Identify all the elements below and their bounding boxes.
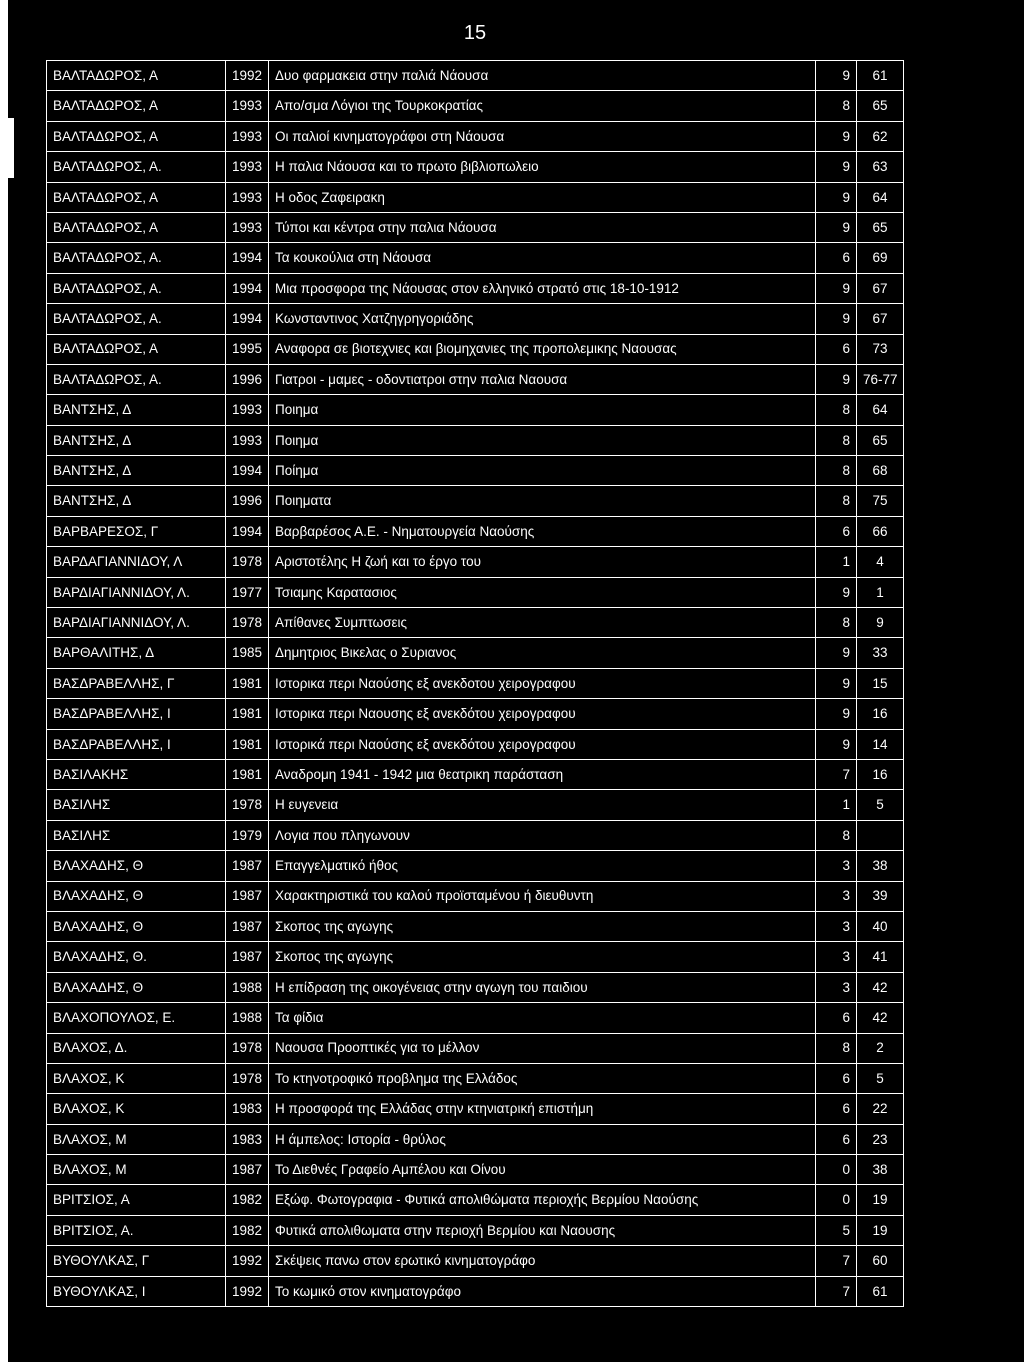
volume-cell: 0 (816, 1185, 857, 1215)
table-row (47, 1063, 904, 1093)
page-cell: 19 (857, 1185, 904, 1215)
year-cell: 1996 (226, 486, 269, 516)
author-cell: ΒΑΛΤΑΔΩΡΟΣ, Α (47, 182, 226, 212)
author-cell: ΒΑΛΤΑΔΩΡΟΣ, Α (47, 61, 226, 91)
page-cell: 67 (857, 273, 904, 303)
author-cell: ΒΑΡΘΑΛΙΤΗΣ, Δ (47, 638, 226, 668)
year-cell: 1988 (226, 972, 269, 1002)
page-cell: 42 (857, 972, 904, 1002)
year-cell: 1992 (226, 61, 269, 91)
page-cell: 42 (857, 1003, 904, 1033)
author-cell: ΒΑΣΙΛΑΚΗΣ (47, 759, 226, 789)
volume-cell: 8 (816, 1033, 857, 1063)
author-cell: ΒΛΑΧΑΔΗΣ, Θ (47, 972, 226, 1002)
table-row (47, 425, 904, 455)
author-cell: ΒΑΛΤΑΔΩΡΟΣ, Α. (47, 152, 226, 182)
author-cell: ΒΛΑΧΟΣ, Μ (47, 1155, 226, 1185)
title-cell: Ποιημα (269, 425, 816, 455)
author-cell: ΒΑΛΤΑΔΩΡΟΣ, Α. (47, 243, 226, 273)
left-page-edge (0, 0, 8, 1362)
volume-cell: 6 (816, 1063, 857, 1093)
volume-cell: 5 (816, 1215, 857, 1245)
volume-cell: 1 (816, 790, 857, 820)
author-cell: ΒΛΑΧΑΔΗΣ, Θ (47, 851, 226, 881)
volume-cell: 9 (816, 212, 857, 242)
title-cell: Ποιημα (269, 395, 816, 425)
volume-cell: 9 (816, 182, 857, 212)
title-cell: Γιατροι - μαμες - οδοντιατροι στην παλια Ναουσα (269, 364, 816, 394)
volume-cell: 6 (816, 1003, 857, 1033)
title-cell: Αριστοτέλης Η ζωή και το έργο του (269, 547, 816, 577)
page-cell: 38 (857, 1155, 904, 1185)
page-cell: 64 (857, 395, 904, 425)
year-cell: 1978 (226, 547, 269, 577)
index-table (46, 60, 904, 1307)
page-cell: 65 (857, 212, 904, 242)
volume-cell: 7 (816, 1246, 857, 1276)
author-cell: ΒΥΘΟΥΛΚΑΣ, Ι (47, 1276, 226, 1306)
title-cell: Ιστορικα περι Ναούσης εξ ανεκδοτου χειρογραφου (269, 668, 816, 698)
volume-cell: 8 (816, 486, 857, 516)
author-cell: ΒΑΛΤΑΔΩΡΟΣ, Α. (47, 273, 226, 303)
title-cell: Τα φίδια (269, 1003, 816, 1033)
title-cell: Λογια που πληγωνουν (269, 820, 816, 850)
year-cell: 1978 (226, 790, 269, 820)
year-cell: 1977 (226, 577, 269, 607)
table-row (47, 516, 904, 546)
year-cell: 1987 (226, 1155, 269, 1185)
table-row (47, 273, 904, 303)
author-cell: ΒΑΛΤΑΔΩΡΟΣ, Α (47, 334, 226, 364)
title-cell: Το Διεθνές Γραφείο Αμπέλου και Οίνου (269, 1155, 816, 1185)
author-cell: ΒΡΙΤΣΙΟΣ, Α (47, 1185, 226, 1215)
title-cell: Η επίδραση της οικογένειας στην αγωγη του παιδιου (269, 972, 816, 1002)
table-row (47, 456, 904, 486)
author-cell: ΒΑΝΤΣΗΣ, Δ (47, 425, 226, 455)
page-cell: 1 (857, 577, 904, 607)
page-cell: 61 (857, 61, 904, 91)
table-row (47, 121, 904, 151)
year-cell: 1978 (226, 1063, 269, 1093)
volume-cell: 6 (816, 1124, 857, 1154)
volume-cell: 6 (816, 516, 857, 546)
title-cell: Βαρβαρέσος Α.Ε. - Νηματουργεία Ναούσης (269, 516, 816, 546)
year-cell: 1987 (226, 881, 269, 911)
volume-cell: 1 (816, 547, 857, 577)
author-cell: ΒΛΑΧΟΣ, Κ (47, 1094, 226, 1124)
page-cell: 5 (857, 1063, 904, 1093)
year-cell: 1981 (226, 699, 269, 729)
author-cell: ΒΑΣΔΡΑΒΕΛΛΗΣ, Ι (47, 699, 226, 729)
table-row (47, 364, 904, 394)
volume-cell: 8 (816, 91, 857, 121)
year-cell: 1979 (226, 820, 269, 850)
table-row (47, 1215, 904, 1245)
table-row (47, 699, 904, 729)
page-cell: 73 (857, 334, 904, 364)
table-row (47, 212, 904, 242)
volume-cell: 3 (816, 942, 857, 972)
table-row (47, 729, 904, 759)
table-row (47, 577, 904, 607)
volume-cell: 7 (816, 1276, 857, 1306)
title-cell: Τσιαμης Καρατασιος (269, 577, 816, 607)
year-cell: 1992 (226, 1276, 269, 1306)
volume-cell: 8 (816, 820, 857, 850)
year-cell: 1983 (226, 1094, 269, 1124)
volume-cell: 9 (816, 729, 857, 759)
page-cell: 69 (857, 243, 904, 273)
year-cell: 1987 (226, 911, 269, 941)
page-cell: 67 (857, 304, 904, 334)
author-cell: ΒΛΑΧΟΠΟΥΛΟΣ, Ε. (47, 1003, 226, 1033)
table-row (47, 820, 904, 850)
table-row (47, 1276, 904, 1306)
title-cell: Απίθανες Συμπτωσεις (269, 608, 816, 638)
page-cell: 39 (857, 881, 904, 911)
title-cell: Ιστορικά περι Ναούσης εξ ανεκδότου χειρογραφου (269, 729, 816, 759)
table-row (47, 182, 904, 212)
title-cell: Σκέψεις πανω στον ερωτικό κινηματογράφο (269, 1246, 816, 1276)
page-cell: 41 (857, 942, 904, 972)
year-cell: 1982 (226, 1185, 269, 1215)
year-cell: 1993 (226, 395, 269, 425)
page-cell: 22 (857, 1094, 904, 1124)
author-cell: ΒΑΡΔΙΑΓΙΑΝΝΙΔΟΥ, Λ. (47, 608, 226, 638)
title-cell: Η άμπελος: Ιστορία - θρύλος (269, 1124, 816, 1154)
year-cell: 1992 (226, 1246, 269, 1276)
volume-cell: 9 (816, 273, 857, 303)
table-row (47, 304, 904, 334)
page-cell: 68 (857, 456, 904, 486)
page-cell: 66 (857, 516, 904, 546)
title-cell: Φυτικά απολιθωματα στην περιοχή Βερμίου και Ναουσης (269, 1215, 816, 1245)
author-cell: ΒΑΣΔΡΑΒΕΛΛΗΣ, Γ (47, 668, 226, 698)
title-cell: Το κτηνοτροφικό προβλημα της Ελλάδος (269, 1063, 816, 1093)
volume-cell: 9 (816, 364, 857, 394)
table-row (47, 547, 904, 577)
author-cell: ΒΑΛΤΑΔΩΡΟΣ, Α (47, 212, 226, 242)
author-cell: ΒΑΣΙΛΗΣ (47, 790, 226, 820)
volume-cell: 8 (816, 608, 857, 638)
title-cell: Αναφορα σε βιοτεχνιες και βιομηχανιες της προπολεμικης Ναουσας (269, 334, 816, 364)
table-row (47, 1155, 904, 1185)
author-cell: ΒΑΛΤΑΔΩΡΟΣ, Α (47, 91, 226, 121)
page-cell: 16 (857, 759, 904, 789)
volume-cell: 8 (816, 456, 857, 486)
title-cell: Αναδρομη 1941 - 1942 μια θεατρικη παράσταση (269, 759, 816, 789)
title-cell: Η οδος Ζαφειρακη (269, 182, 816, 212)
page-cell: 64 (857, 182, 904, 212)
volume-cell: 6 (816, 334, 857, 364)
page-cell: 40 (857, 911, 904, 941)
year-cell: 1978 (226, 608, 269, 638)
table-row (47, 1124, 904, 1154)
year-cell: 1994 (226, 456, 269, 486)
year-cell: 1978 (226, 1033, 269, 1063)
year-cell: 1993 (226, 182, 269, 212)
page-cell: 23 (857, 1124, 904, 1154)
author-cell: ΒΥΘΟΥΛΚΑΣ, Γ (47, 1246, 226, 1276)
page-cell: 15 (857, 668, 904, 698)
page-cell: 9 (857, 608, 904, 638)
volume-cell: 9 (816, 152, 857, 182)
page-cell: 5 (857, 790, 904, 820)
table-row (47, 1033, 904, 1063)
volume-cell: 9 (816, 699, 857, 729)
volume-cell: 6 (816, 243, 857, 273)
volume-cell: 6 (816, 1094, 857, 1124)
author-cell: ΒΛΑΧΟΣ, Δ. (47, 1033, 226, 1063)
table-row (47, 1003, 904, 1033)
volume-cell: 8 (816, 395, 857, 425)
page-cell: 33 (857, 638, 904, 668)
author-cell: ΒΑΡΔΙΑΓΙΑΝΝΙΔΟΥ, Λ. (47, 577, 226, 607)
volume-cell: 8 (816, 425, 857, 455)
table-row (47, 91, 904, 121)
title-cell: Ποιηματα (269, 486, 816, 516)
title-cell: Κωνσταντινος Χατζηγρηγοριάδης (269, 304, 816, 334)
year-cell: 1981 (226, 759, 269, 789)
author-cell: ΒΛΑΧΑΔΗΣ, Θ (47, 911, 226, 941)
author-cell: ΒΛΑΧΑΔΗΣ, Θ. (47, 942, 226, 972)
page-cell: 14 (857, 729, 904, 759)
year-cell: 1993 (226, 212, 269, 242)
title-cell: Μια προσφορα της Νάουσας στον ελληνικό στρατό στις 18-10-1912 (269, 273, 816, 303)
author-cell: ΒΑΣΔΡΑΒΕΛΛΗΣ, Ι (47, 729, 226, 759)
title-cell: Η προσφορά της Ελλάδας στην κτηνιατρική επιστήμη (269, 1094, 816, 1124)
volume-cell: 9 (816, 61, 857, 91)
table-row (47, 1094, 904, 1124)
page-cell: 4 (857, 547, 904, 577)
year-cell: 1982 (226, 1215, 269, 1245)
index-table-body (47, 61, 904, 1307)
author-cell: ΒΛΑΧΟΣ, Κ (47, 1063, 226, 1093)
page-cell: 16 (857, 699, 904, 729)
page-cell: 63 (857, 152, 904, 182)
table-row (47, 1246, 904, 1276)
page-cell: 76-77 (857, 364, 904, 394)
table-row (47, 608, 904, 638)
year-cell: 1983 (226, 1124, 269, 1154)
year-cell: 1994 (226, 243, 269, 273)
title-cell: Η ευγενεια (269, 790, 816, 820)
title-cell: Ναουσα Προοπτικές για το μέλλον (269, 1033, 816, 1063)
year-cell: 1994 (226, 273, 269, 303)
year-cell: 1993 (226, 121, 269, 151)
page-cell: 2 (857, 1033, 904, 1063)
table-row (47, 61, 904, 91)
table-row (47, 881, 904, 911)
volume-cell: 3 (816, 851, 857, 881)
year-cell: 1988 (226, 1003, 269, 1033)
volume-cell: 9 (816, 638, 857, 668)
year-cell: 1994 (226, 516, 269, 546)
volume-cell: 3 (816, 881, 857, 911)
table-row (47, 152, 904, 182)
title-cell: Χαρακτηριστικά του καλού προϊσταμένου ή διευθυντη (269, 881, 816, 911)
title-cell: Τύποι και κέντρα στην παλια Νάουσα (269, 212, 816, 242)
table-row (47, 334, 904, 364)
table-row (47, 486, 904, 516)
table-row (47, 759, 904, 789)
volume-cell: 9 (816, 121, 857, 151)
page-cell: 60 (857, 1246, 904, 1276)
year-cell: 1987 (226, 942, 269, 972)
table-row (47, 638, 904, 668)
author-cell: ΒΡΙΤΣΙΟΣ, Α. (47, 1215, 226, 1245)
author-cell: ΒΑΣΙΛΗΣ (47, 820, 226, 850)
author-cell: ΒΛΑΧΑΔΗΣ, Θ (47, 881, 226, 911)
table-row (47, 851, 904, 881)
author-cell: ΒΑΛΤΑΔΩΡΟΣ, Α. (47, 364, 226, 394)
year-cell: 1987 (226, 851, 269, 881)
title-cell: Ιστορικα περι Ναουσης εξ ανεκδότου χειρογραφου (269, 699, 816, 729)
table-row (47, 243, 904, 273)
volume-cell: 3 (816, 972, 857, 1002)
page-cell: 65 (857, 425, 904, 455)
author-cell: ΒΛΑΧΟΣ, Μ (47, 1124, 226, 1154)
title-cell: Τα κουκούλια στη Νάουσα (269, 243, 816, 273)
table-row (47, 790, 904, 820)
title-cell: Ποίημα (269, 456, 816, 486)
left-page-edge-mark (0, 118, 14, 178)
volume-cell: 3 (816, 911, 857, 941)
year-cell: 1995 (226, 334, 269, 364)
table-row (47, 668, 904, 698)
table-row (47, 1185, 904, 1215)
volume-cell: 9 (816, 304, 857, 334)
title-cell: Οι παλιοί κινηματογράφοι στη Νάουσα (269, 121, 816, 151)
title-cell: Σκοπος της αγωγης (269, 942, 816, 972)
page-cell: 38 (857, 851, 904, 881)
title-cell: Η παλια Νάουσα και το πρωτο βιβλιοπωλειο (269, 152, 816, 182)
author-cell: ΒΑΝΤΣΗΣ, Δ (47, 456, 226, 486)
author-cell: ΒΑΝΤΣΗΣ, Δ (47, 395, 226, 425)
year-cell: 1993 (226, 425, 269, 455)
year-cell: 1981 (226, 668, 269, 698)
page-cell: 62 (857, 121, 904, 151)
page-cell: 75 (857, 486, 904, 516)
title-cell: Εξώφ. Φωτογραφια - Φυτικά απολιθώματα περιοχής Βερμίου Ναούσης (269, 1185, 816, 1215)
author-cell: ΒΑΛΤΑΔΩΡΟΣ, Α. (47, 304, 226, 334)
page-cell: 61 (857, 1276, 904, 1306)
volume-cell: 0 (816, 1155, 857, 1185)
table-row (47, 942, 904, 972)
title-cell: Δημητριος Βικελας ο Συριανος (269, 638, 816, 668)
title-cell: Απο/σμα Λόγιοι της Τουρκοκρατίας (269, 91, 816, 121)
year-cell: 1993 (226, 91, 269, 121)
table-row (47, 972, 904, 1002)
author-cell: ΒΑΛΤΑΔΩΡΟΣ, Α (47, 121, 226, 151)
page-number: 15 (463, 22, 487, 44)
page-cell: 65 (857, 91, 904, 121)
table-row (47, 911, 904, 941)
author-cell: ΒΑΡΒΑΡΕΣΟΣ, Γ (47, 516, 226, 546)
title-cell: Επαγγελματικό ήθος (269, 851, 816, 881)
page-cell (857, 820, 904, 850)
year-cell: 1993 (226, 152, 269, 182)
year-cell: 1996 (226, 364, 269, 394)
year-cell: 1981 (226, 729, 269, 759)
volume-cell: 9 (816, 577, 857, 607)
page-cell: 19 (857, 1215, 904, 1245)
volume-cell: 9 (816, 668, 857, 698)
author-cell: ΒΑΡΔΑΓΙΑΝΝΙΔΟΥ, Λ (47, 547, 226, 577)
author-cell: ΒΑΝΤΣΗΣ, Δ (47, 486, 226, 516)
title-cell: Σκοπος της αγωγης (269, 911, 816, 941)
year-cell: 1985 (226, 638, 269, 668)
title-cell: Δυο φαρμακεια στην παλιά Νάουσα (269, 61, 816, 91)
table-row (47, 395, 904, 425)
title-cell: Το κωμικό στον κινηματογράφο (269, 1276, 816, 1306)
year-cell: 1994 (226, 304, 269, 334)
volume-cell: 7 (816, 759, 857, 789)
